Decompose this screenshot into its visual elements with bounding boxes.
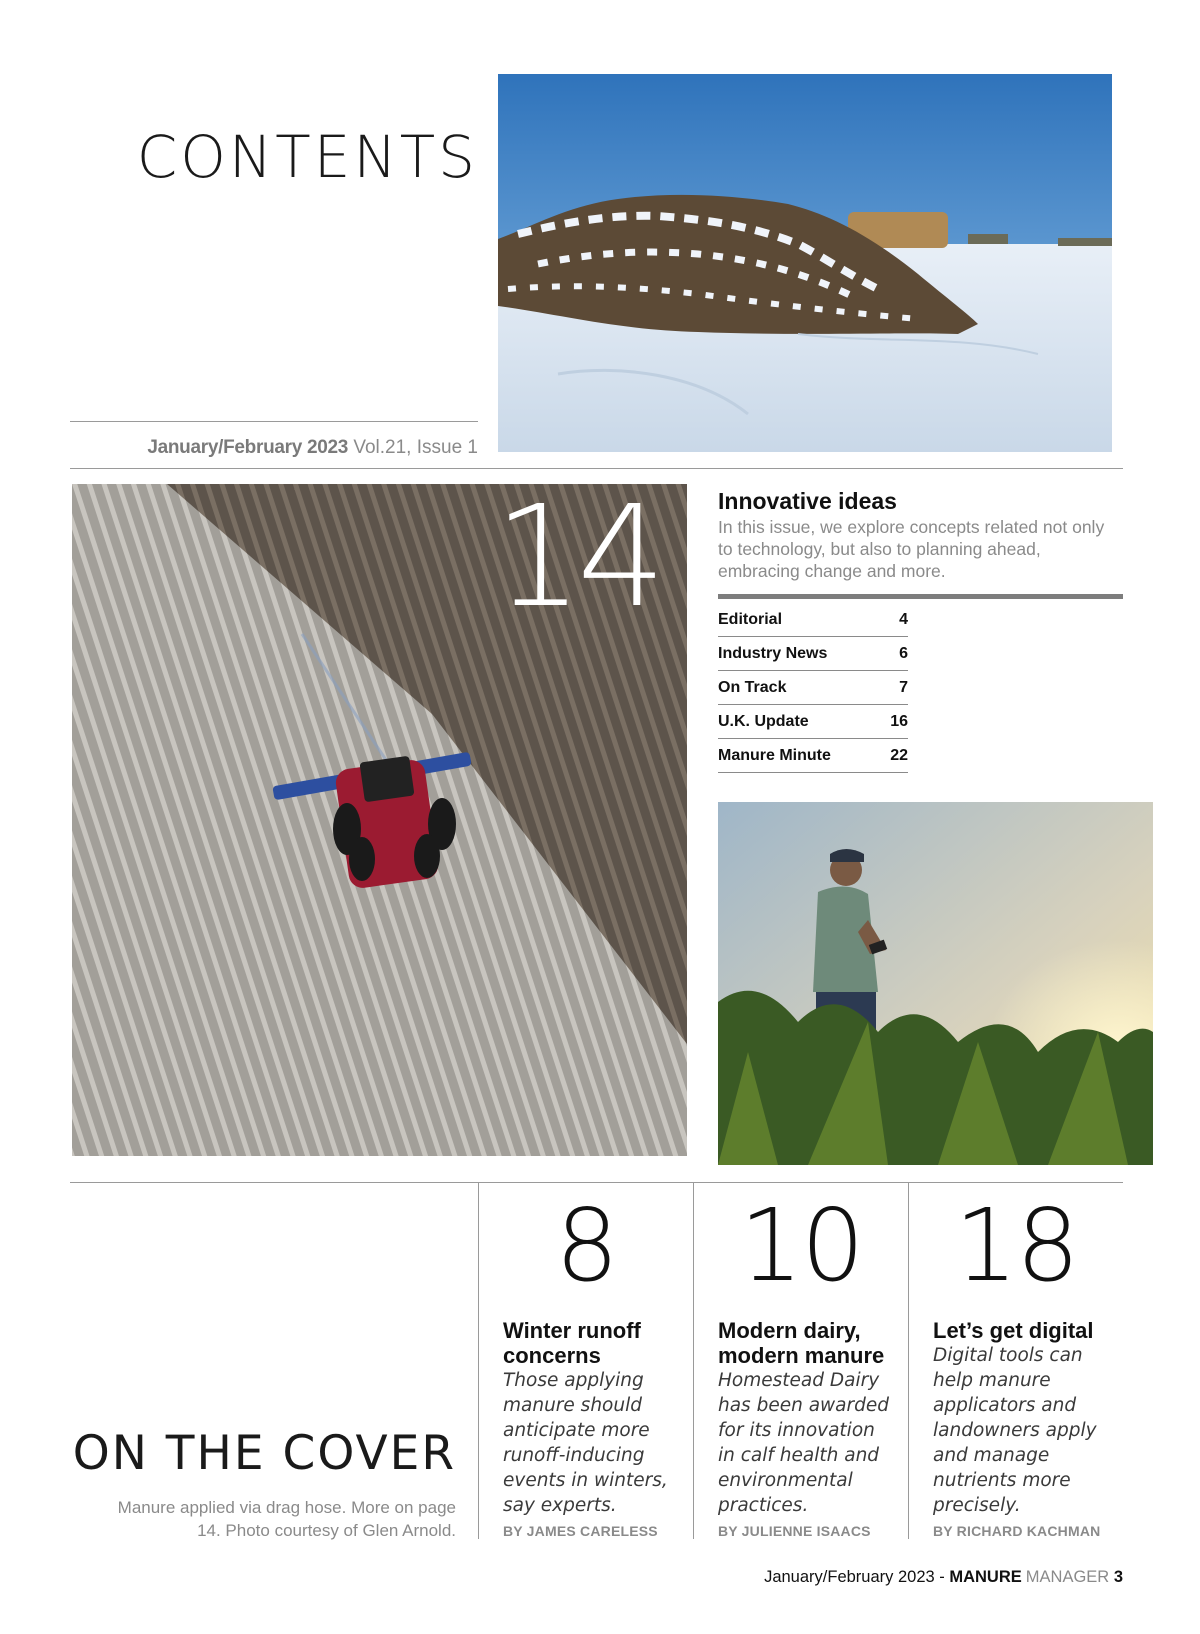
article-summary: Digital tools can help manure applicators and landowners apply and manage nutrients more precisely. bbox=[933, 1345, 1097, 1516]
toc-page: 22 bbox=[890, 746, 908, 764]
toc-row-on-track[interactable] bbox=[718, 671, 908, 705]
article-page-number: 18 bbox=[954, 1187, 1078, 1304]
toc-row-manure-minute[interactable] bbox=[718, 739, 908, 773]
divider bbox=[70, 1182, 1123, 1183]
farmer-with-tablet-photo bbox=[718, 802, 1153, 1165]
toc-page: 4 bbox=[899, 610, 908, 628]
toc-row-editorial[interactable] bbox=[718, 603, 908, 637]
page-title: CONTENTS bbox=[136, 123, 478, 191]
toc-row-industry-news[interactable] bbox=[718, 637, 908, 671]
article-summary: Those applying manure should anticipate more runoff-inducing events in winters, say experts. bbox=[503, 1370, 668, 1516]
article-summary: Homestead Dairy has been awarded for its innovation in calf health and environmental practices. bbox=[718, 1370, 889, 1516]
divider bbox=[70, 421, 478, 422]
departments-list bbox=[718, 603, 908, 773]
snowy-manure-pile-photo bbox=[498, 74, 1112, 452]
article-title: Winter runoff concerns bbox=[503, 1318, 641, 1368]
toc-page: 6 bbox=[899, 644, 908, 662]
toc-label: On Track bbox=[718, 678, 787, 696]
on-the-cover-heading: ON THE COVER bbox=[72, 1426, 456, 1481]
toc-page: 7 bbox=[899, 678, 908, 696]
toc-label: Industry News bbox=[718, 644, 828, 662]
issue-date: January/February 2023 bbox=[147, 437, 349, 458]
article-title: Modern dairy, modern manure bbox=[718, 1318, 885, 1368]
article-modern-dairy[interactable] bbox=[718, 1318, 918, 1539]
feature-description: In this issue, we explore concepts related not only to technology, but also to planning ahead, embracing change and more. bbox=[718, 517, 1105, 581]
footer-date: January/February 2023 - bbox=[764, 1568, 945, 1586]
page-footer bbox=[600, 1568, 1123, 1587]
toc-label: Manure Minute bbox=[718, 746, 831, 764]
feature-title: Innovative ideas bbox=[718, 488, 897, 514]
issue-volume: Vol.21, Issue 1 bbox=[353, 437, 478, 458]
article-byline: BY RICHARD KACHMAN bbox=[933, 1523, 1101, 1539]
article-title: Let’s get digital bbox=[933, 1318, 1094, 1343]
divider bbox=[718, 594, 1123, 599]
article-winter-runoff[interactable] bbox=[503, 1318, 703, 1539]
feature-page-number: 14 bbox=[493, 476, 661, 639]
article-byline: BY JULIENNE ISAACS bbox=[718, 1523, 871, 1539]
magazine-name-light: MANAGER bbox=[1025, 1568, 1110, 1586]
issue-info bbox=[70, 438, 478, 457]
article-page-number: 10 bbox=[739, 1187, 863, 1304]
article-lets-get-digital[interactable] bbox=[933, 1318, 1133, 1539]
article-page-number: 8 bbox=[555, 1187, 617, 1304]
toc-label: U.K. Update bbox=[718, 712, 809, 730]
cover-caption: Manure applied via drag hose. More on page 14. Photo courtesy of Glen Arnold. bbox=[117, 1498, 456, 1540]
toc-row-uk-update[interactable] bbox=[718, 705, 908, 739]
magazine-name-bold: MANURE bbox=[949, 1568, 1022, 1586]
divider bbox=[70, 468, 1123, 469]
article-byline: BY JAMES CARELESS bbox=[503, 1523, 658, 1539]
toc-label: Editorial bbox=[718, 610, 783, 628]
page-number: 3 bbox=[1113, 1568, 1123, 1586]
toc-page: 16 bbox=[890, 712, 908, 730]
